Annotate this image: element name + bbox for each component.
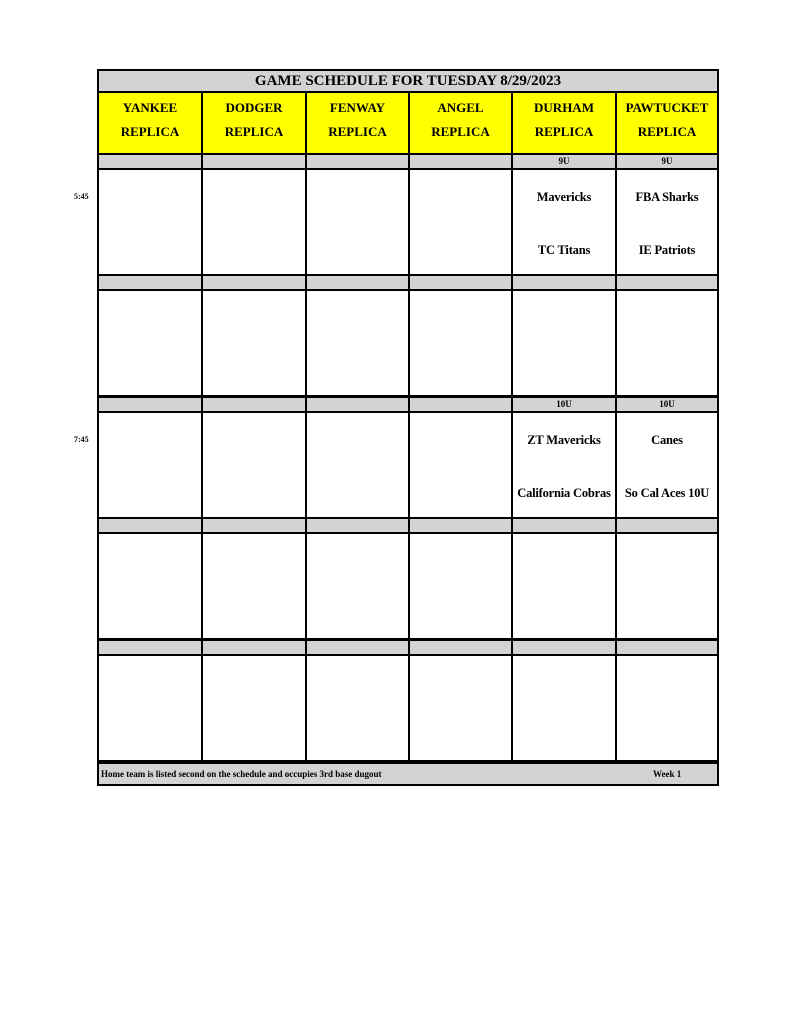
time-label: 5:45 [74,192,89,201]
field-header [203,93,305,153]
field-header [99,93,201,153]
division-band [203,519,305,532]
division-band [617,519,717,532]
game-cell [617,413,717,517]
game-cell [617,534,717,638]
game-cell [99,170,201,274]
footer-bar [99,764,717,784]
field-subtitle: REPLICA [637,124,697,139]
division-band [203,276,305,289]
division-band [617,641,717,654]
field-name: ANGEL [437,100,484,115]
division-band: 9U [513,155,615,168]
division-band [307,155,408,168]
field-subtitle: REPLICA [328,124,387,139]
field-name: FENWAY [329,100,386,115]
game-cell [99,534,201,638]
game-cell [410,656,511,760]
game-cell [617,291,717,395]
game-cell [203,534,305,638]
division-band [410,155,511,168]
game-cell [617,656,717,760]
game-cell [203,170,305,274]
division-band [410,519,511,532]
game-cell [410,534,511,638]
division-band [617,276,717,289]
game-cell [99,291,201,395]
field-header [410,93,511,153]
division-band [410,276,511,289]
division-band [513,519,615,532]
game-cell [617,170,717,274]
division-band [203,641,305,654]
field-subtitle: REPLICA [534,124,594,139]
field-subtitle: REPLICA [224,124,284,139]
division-band [99,519,201,532]
division-band: 10U [617,398,717,411]
field-subtitle: REPLICA [120,124,180,139]
game-cell [307,413,408,517]
division-band: 10U [513,398,615,411]
away-team: Canes [651,433,683,447]
game-cell [513,656,615,760]
field-header [307,93,408,153]
division-band [307,519,408,532]
page-title: GAME SCHEDULE FOR TUESDAY 8/29/2023 [99,71,717,91]
division-band [203,398,305,411]
home-team: IE Patriots [638,243,696,257]
week-label: Week 1 [653,769,682,779]
field-name: DURHAM [534,100,594,115]
game-cell [513,291,615,395]
division-band [99,398,201,411]
division-band [410,398,511,411]
game-cell [203,656,305,760]
game-cell [513,170,615,274]
away-team: Mavericks [536,190,592,204]
field-name: DODGER [225,100,283,115]
field-name: PAWTUCKET [625,100,709,115]
game-cell [410,170,511,274]
schedule-table [97,69,719,786]
time-label: 7:45 [74,435,89,444]
game-cell [307,534,408,638]
division-band [203,155,305,168]
field-name: YANKEE [122,100,178,115]
division-band [307,398,408,411]
field-subtitle: REPLICA [431,124,490,139]
home-team: TC Titans [537,243,591,257]
game-cell [307,170,408,274]
division-band [513,641,615,654]
division-band: 9U [617,155,717,168]
away-team: FBA Sharks [635,190,699,204]
division-band [307,276,408,289]
home-team: California Cobras [517,486,611,500]
division-band [513,276,615,289]
game-cell [410,413,511,517]
away-team: ZT Mavericks [527,433,601,447]
game-cell [307,291,408,395]
game-cell [513,413,615,517]
division-band [99,276,201,289]
game-cell [203,413,305,517]
division-band [99,641,201,654]
game-cell [307,656,408,760]
game-cell [410,291,511,395]
home-team: So Cal Aces 10U [624,486,710,500]
division-band [410,641,511,654]
game-cell [99,413,201,517]
field-header [617,93,717,153]
field-header [513,93,615,153]
division-band [99,155,201,168]
division-band [307,641,408,654]
home-team-note: Home team is listed second on the schedule and occupies 3rd base dugout [101,769,382,779]
game-cell [203,291,305,395]
game-cell [99,656,201,760]
game-cell [513,534,615,638]
